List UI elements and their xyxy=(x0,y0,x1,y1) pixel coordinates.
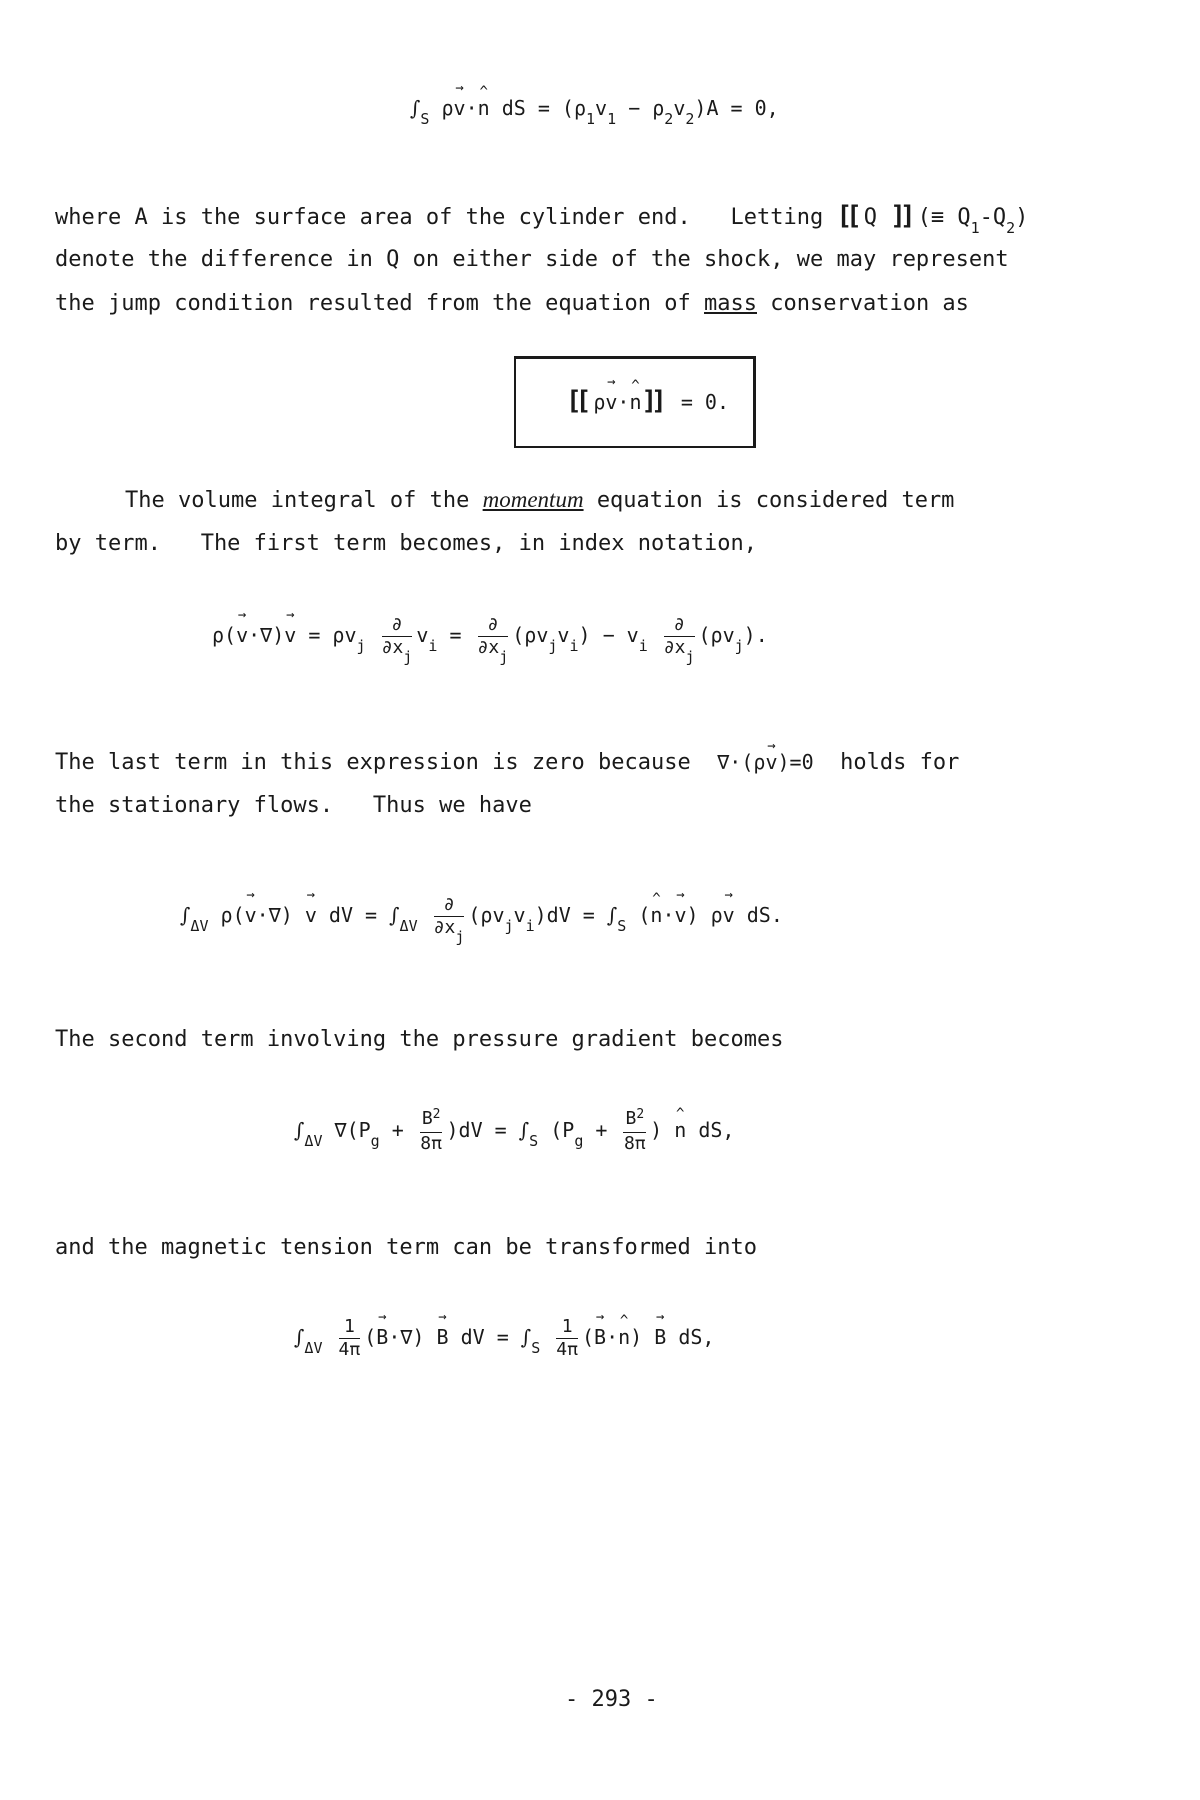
paragraph-line: The last term in this expression is zero because ∇·(ρ→ v)=0 holds for xyxy=(55,740,959,785)
text-line: The last term in this expression is zero because xyxy=(55,750,691,775)
text-line: (≡ Q xyxy=(917,205,971,230)
equation-mass-flux: $\int_S$ ρ→ v·^ n dS = $(\rho_1v_1 - \rho_2v_2)A = 0$, xyxy=(410,96,779,120)
paragraph-mass-jump: where A is the surface area of the cylinder end. Letting [[ Q ]] (≡ $Q_1-Q_2$) xyxy=(55,201,1029,237)
text-line: the jump condition resulted from the equation of xyxy=(55,291,691,316)
text-line: equation is considered term xyxy=(596,488,955,513)
text-line: the stationary flows. Thus we have xyxy=(55,793,532,818)
text-line: The second term involving the pressure gradient becomes xyxy=(55,1027,784,1052)
equation-tension-term: $\int_{\Delta V}$ $\frac{1}{4\pi}$ (→ B·∇) → B dV = $\int_S$ $\frac{1}{4\pi}$ (→ B·^ n) → B dS, xyxy=(294,1316,714,1361)
text-line: and the magnetic tension term can be transformed into xyxy=(55,1235,757,1260)
text-line: Letting xyxy=(730,205,824,230)
emphasis-momentum: momentum xyxy=(482,487,584,512)
paragraph-line xyxy=(125,478,954,523)
text-line: by term. The first term becomes, in index notation, xyxy=(55,531,757,556)
jump-bracket-open: [[ xyxy=(836,201,856,231)
equation-mass-jump: [[ ρ→ v·^ n]] = 0. xyxy=(566,386,729,416)
text-line: conservation as xyxy=(770,291,969,316)
text-line: denote the difference in Q on either side of the shock, we may represent xyxy=(55,247,1009,272)
emphasis-mass: mass xyxy=(704,291,757,316)
text-line: holds for xyxy=(840,750,960,775)
jump-bracket-close: ]] xyxy=(890,201,910,231)
equation-momentum-term: $\rho(\to v\cdot\nabla)\to v = \rho v_j$ $\frac{\partial}{\partial x_j}$ $v_i$ = $\frac{\partial}{\partial x_j}$ $(\rho v_jv_i) - v_i$ $\frac{\partial}{\partial x_j}$ $(\rho v_j)$. xyxy=(212,614,768,659)
text-line: The volume integral of the xyxy=(125,488,470,513)
text-line: where A is the surface area of the cylinder end. xyxy=(55,205,691,230)
page-number: - 293 - xyxy=(565,1687,658,1712)
paragraph-line xyxy=(55,282,969,326)
equation-pressure-term: $\int_{\Delta V}$ $\nabla(P_g$ + $\frac{B^2}{8\pi}$ )$dV = \int_S$ ($P_g$ + $\frac{B^2}{8\pi}$ ) ^ n dS, xyxy=(294,1108,734,1155)
equation-volume-integral: $\int_{\Delta V}$ ρ(→ v·∇) → v dV = $\int_{\Delta V}$ $\frac{\partial}{\partial x_j}$ $(\rho v_jv_i)dV = \int_S$ (^ n·→ v) ρ→ v dS. xyxy=(180,894,783,939)
